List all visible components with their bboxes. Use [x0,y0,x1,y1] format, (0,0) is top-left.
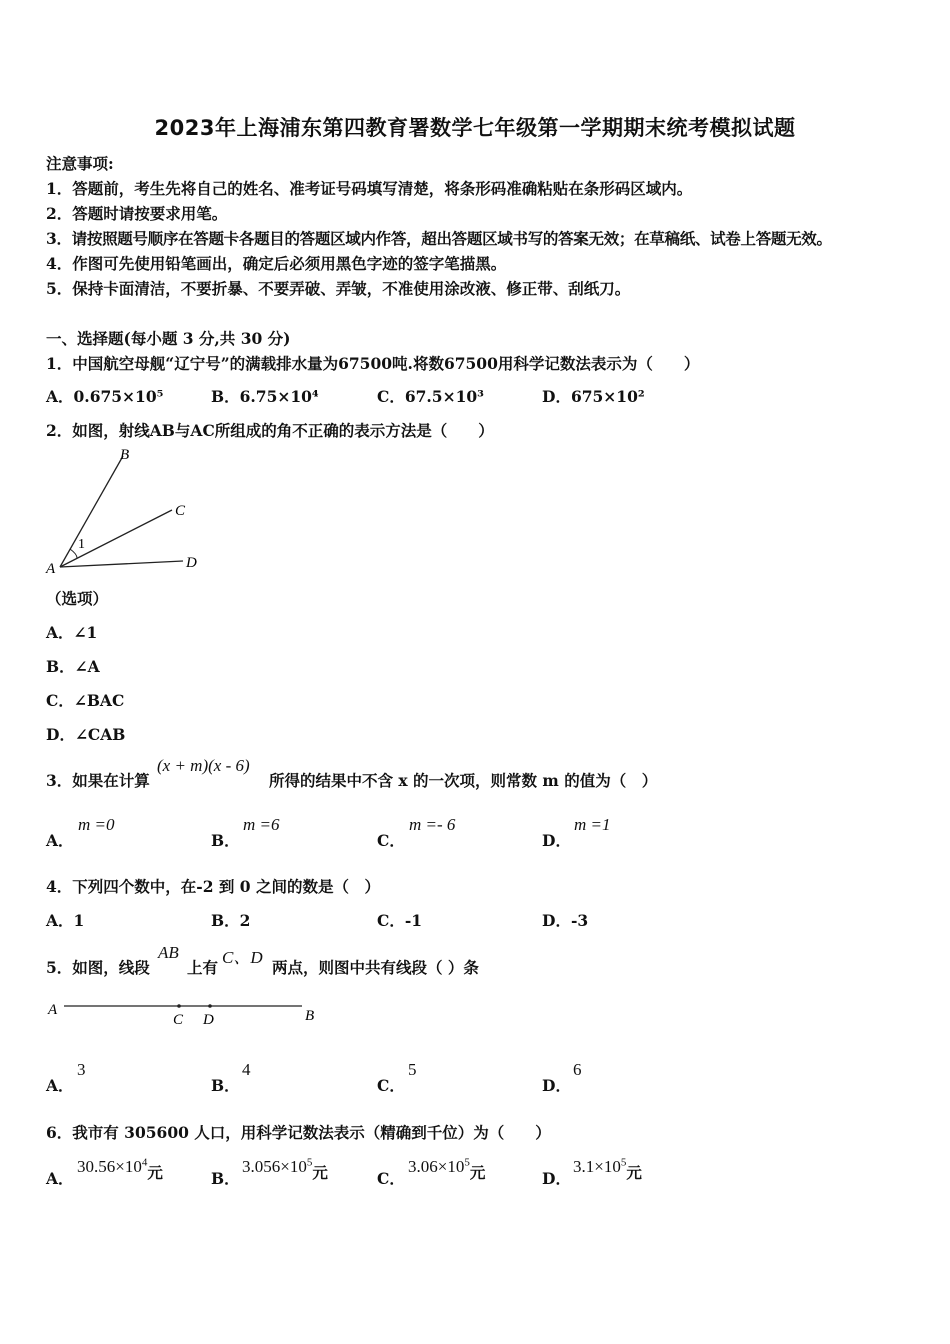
label-a: A [46,561,56,577]
question-5-stem-post: 两点，则图中共有线段（ ）条 [272,958,479,977]
question-3-stem-post: 所得的结果中不含 x 的一次项，则常数 m 的值为（ ） [269,771,658,790]
q6-option-c-value: $3.06\times 10^5$元 [408,1156,486,1182]
q5-points: C、D [222,948,263,967]
q3-expression: (x + m)(x - 6) [157,756,250,775]
question-4-stem: 4．下列四个数中，在-2 到 0 之间的数是（ ） [46,877,380,896]
question-6-stem: 6．我市有 305600 人口，用科学记数法表示（精确到千位）为（ ） [46,1123,551,1142]
question-5-stem-mid: 上有 [187,958,219,977]
question-3-stem-pre: 3．如果在计算 [46,771,150,790]
q6-option-d-value: $3.1\times 10^5$元 [573,1156,642,1182]
q3-option-b-letter: B． [211,831,240,850]
q5-option-d-value: 6 [573,1060,582,1079]
label-c: C [173,1012,184,1028]
segment-figure [40,996,330,1032]
q3-option-b-value: m =6 [243,815,280,834]
question-2-stem: 2．如图，射线AB与AC所组成的角不正确的表示方法是（ ） [46,421,494,440]
q3-option-d-value: m =1 [574,815,611,834]
q5-option-b-value: 4 [242,1060,251,1079]
label-c: C [175,503,186,519]
q3-option-a-value: m =0 [78,815,115,834]
q6-option-a-letter: A． [46,1169,74,1188]
q4-option-c: C．-1 [377,911,423,930]
ray-ad [60,561,183,567]
q1-option-c: C．67.5×10³ [377,387,484,406]
label-angle-1: 1 [78,537,85,552]
q3-option-d-letter: D． [542,831,571,850]
notice-item: 1．答题前，考生先将自己的姓名、准考证号码填写清楚，将条形码准确粘贴在条形码区域内。 [46,179,693,198]
q5-segment: AB [158,943,179,962]
page-title: 2023年上海浦东第四教育署数学七年级第一学期期末统考模拟试题 [154,116,796,140]
q1-option-a: A．0.675×10⁵ [46,387,164,406]
q3-option-c-value: m =- 6 [409,815,456,834]
notice-heading: 注意事项: [46,154,114,173]
q6-option-c-letter: C． [377,1169,405,1188]
q6-option-b-value: $3.056\times 10^5$元 [242,1156,328,1182]
label-d: D [203,1012,214,1028]
q4-option-b: B．2 [211,911,251,930]
angle-arc [70,549,77,558]
q5-option-c-letter: C． [377,1076,405,1095]
label-d: D [186,555,197,571]
q2-option-d: D．∠CAB [46,725,126,744]
q4-option-a: A．1 [46,911,85,930]
q2-choose-label: （选项） [46,589,109,608]
q5-option-b-letter: B． [211,1076,240,1095]
point-d [208,1004,212,1008]
q5-option-c-value: 5 [408,1060,417,1079]
q6-option-d-letter: D． [542,1169,571,1188]
label-a: A [48,1002,58,1018]
point-c [177,1004,181,1008]
notice-item: 2．答题时请按要求用笔。 [46,204,228,223]
question-5-stem-pre: 5．如图，线段 [46,958,150,977]
question-1-stem: 1．中国航空母舰“辽宁号”的满载排水量为67500吨.将数67500用科学记数法表示为（ ） [46,354,700,373]
q2-option-a: A．∠1 [46,623,98,642]
q6-option-a-value: $30.56\times 10^4$元 [77,1156,163,1182]
q5-option-a-value: 3 [77,1060,86,1079]
angle-figure [40,444,220,579]
q5-option-d-letter: D． [542,1076,571,1095]
q2-option-c: C．∠BAC [46,691,125,710]
q3-option-a-letter: A． [46,831,74,850]
label-b: B [305,1008,315,1024]
notice-item: 4．作图可先使用铅笔画出，确定后必须用黑色字迹的签字笔描黑。 [46,254,507,273]
q1-option-b: B．6.75×10⁴ [211,387,319,406]
q4-option-d: D．-3 [542,911,589,930]
notice-item: 3．请按照题号顺序在答题卡各题目的答题区域内作答，超出答题区域书写的答案无效；在草稿纸、试卷上答题无效。 [46,229,832,248]
q6-option-b-letter: B． [211,1169,240,1188]
section-heading: 一、选择题(每小题 3 分,共 30 分) [46,329,291,348]
q2-option-b: B．∠A [46,657,100,676]
q5-option-a-letter: A． [46,1076,74,1095]
notice-item: 5．保持卡面清洁，不要折暴、不要弄破、弄皱，不准使用涂改液、修正带、刮纸刀。 [46,279,631,298]
q1-option-d: D．675×10² [542,387,645,406]
label-b: B [120,447,130,463]
q3-option-c-letter: C． [377,831,405,850]
